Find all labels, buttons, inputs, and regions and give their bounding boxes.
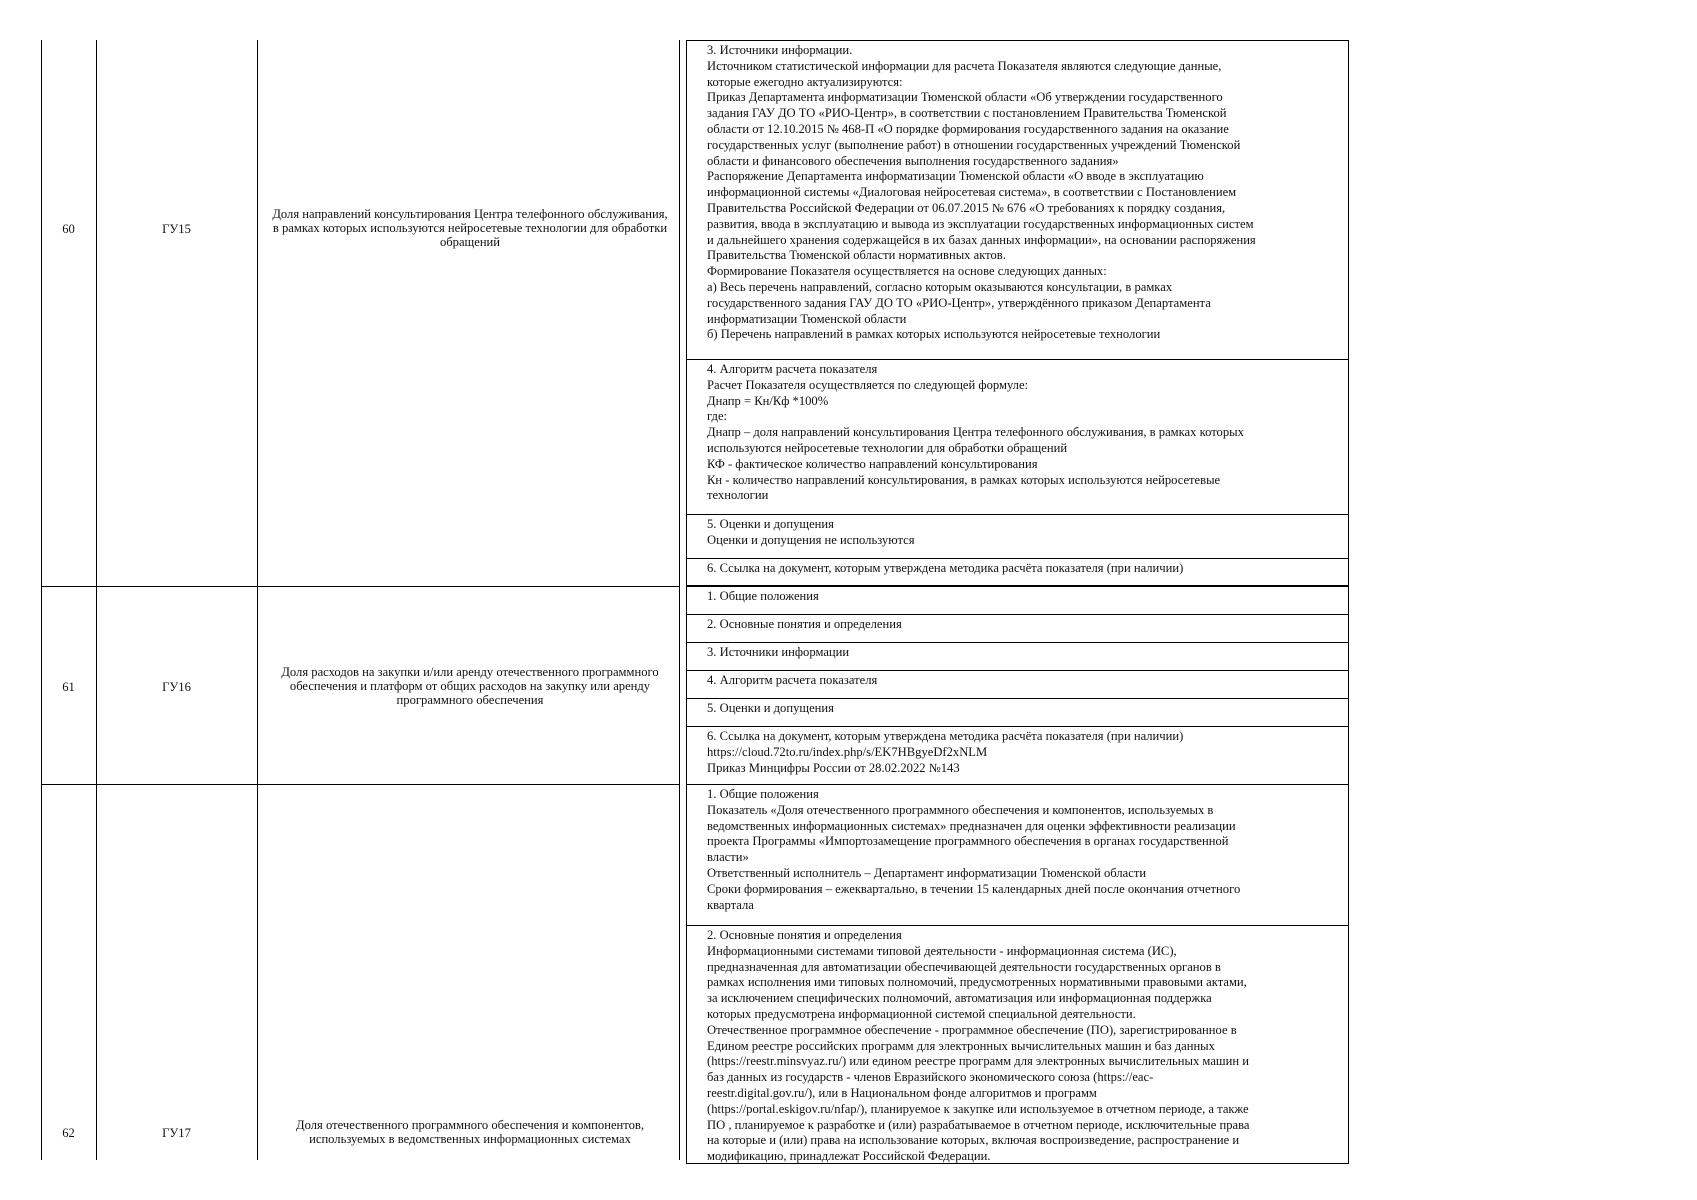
row-divider-61-62 xyxy=(41,784,679,785)
indicator-name: Доля отечественного программного обеспечения и компонентов, используемых в ведомственных информационных системах xyxy=(296,1118,644,1146)
row-code: ГУ16 xyxy=(162,680,191,694)
row-number: 62 xyxy=(62,1126,75,1140)
document-url-link[interactable]: https://cloud.72to.ru/index.php/s/EK7HBgyeDf2xNLM xyxy=(707,744,988,759)
section-algorithm: 4. Алгоритм расчета показателя xyxy=(686,670,1349,699)
section-general: 1. Общие положения xyxy=(686,586,1349,615)
column-divider-code xyxy=(257,40,258,1160)
section-document-link: 6. Ссылка на документ, которым утверждена методика расчёта показателя (при наличии) https://cloud.72to.ru/index.php/s/EK7HBgyeDf2xNLM Приказ Минцифры России от 28.02.2022 №143 xyxy=(686,726,1349,785)
section-general: 1. Общие положения Показатель «Доля отечественного программного обеспечения и компонентов, используемых в ведомственных информационных системах» предназначен для оценки эффективности реализации проекта Программы «Импортозамещение программного обеспечения в органах государственной власти» Ответственный исполнитель – Департамент информатизации Тюменской области Сроки формирования – ежеквартально, в течении 15 календарных дней после окончания отчетного квартала xyxy=(686,784,1349,926)
section-definitions: 2. Основные понятия и определения Информационными системами типовой деятельности - информационная система (ИС), предназначенная для автоматизации обеспечивающей деятельности государственных органов в рамках исполнения ими типовых полномочий, предусмотренных нормативными правовыми актами, за исключением специфических полномочий, автоматизация или информационная поддержка которых предусмотрена информационной системой специальной деятельности. Отечественное программное обеспечение - программное обеспечение (ПО), зарегистрированное в Едином реестре российских программ для электронных вычислительных машин и баз данных (https://reestr.minsvyaz.ru/) или едином реестре программ для электронных вычислительных машин и баз данных из государств - членов Евразийского экономического союза (https://eac- reestr.digital.gov.ru/), или в Национальном фонде алгоритмов и программ (https://portal.eskigov.ru/nfap/), планируемое к закупке или используемое в отчетном периоде, а также ПО , планируемое к разработке и (или) разрабатываемое в отчетном периоде, исключительные права на которые и (или) права на использование которых, включая воспроизведение, распространение и модификацию, принадлежат Российской Федерации. xyxy=(686,925,1349,1164)
row-code: ГУ17 xyxy=(162,1126,191,1140)
table-left-border xyxy=(41,40,42,1160)
row-code: ГУ15 xyxy=(162,222,191,236)
section-assumptions: 5. Оценки и допущения Оценки и допущения не используются xyxy=(686,514,1349,559)
row-number: 60 xyxy=(62,222,75,236)
indicator-name: Доля направлений консультирования Центра телефонного обслуживания, в рамках которых используются нейросетевые технологии для обработки обращений xyxy=(272,207,668,249)
row-divider-60-61 xyxy=(41,586,679,587)
row-number: 61 xyxy=(62,680,75,694)
section-document-link: 6. Ссылка на документ, которым утверждена методика расчёта показателя (при наличии) xyxy=(686,558,1349,586)
section-definitions: 2. Основные понятия и определения xyxy=(686,614,1349,643)
indicator-name: Доля расходов на закупки и/или аренду отечественного программного обеспечения и платформ от общих расходов на закупку или аренду программного обеспечения xyxy=(281,665,659,707)
section-assumptions: 5. Оценки и допущения xyxy=(686,698,1349,727)
column-divider-num xyxy=(96,40,97,1160)
section-sources: 3. Источники информации xyxy=(686,642,1349,671)
section-sources: 3. Источники информации. Источником статистической информации для расчета Показателя являются следующие данные, которые ежегодно актуализируются: Приказ Департамента информатизации Тюменской области «Об утверждении государственного задания ГАУ ДО ТО «РИО-Центр», в соответствии с постановлением Правительства Тюменской области от 12.10.2015 № 468-П «О порядке формирования государственного задания на оказание государственных услуг (выполнение работ) в отношении государственных учреждений Тюменской области и финансового обеспечения выполнения государственного задания» Распоряжение Департамента информатизации Тюменской области «О вводе в эксплуатацию информационной системы «Диалоговая нейросетевая система», в соответствии с Постановлением Правительства Российской Федерации от 06.07.2015 № 676 «О требованиях к порядку создания, развития, ввода в эксплуатацию и вывода из эксплуатации государственных информационных систем и дальнейшего хранения содержащейся в их базах данных информации», на основании распоряжения Правительства Тюменской области нормативных актов. Формирование Показателя осуществляется на основе следующих данных: а) Весь перечень направлений, согласно которым оказываются консультации, в рамках государственного задания ГАУ ДО ТО «РИО-Центр», утверждённого приказом Департамента информатизации Тюменской области б) Перечень направлений в рамках которых используются нейросетевые технологии xyxy=(686,40,1349,360)
column-divider-name xyxy=(679,40,680,1160)
section-algorithm: 4. Алгоритм расчета показателя Расчет Показателя осуществляется по следующей формуле: Днапр = Кн/Кф *100% где: Днапр – доля направлений консультирования Центра телефонного обслуживания, в рамках которых используются нейросетевые технологии для обработки обращений КФ - фактическое количество направлений консультирования Кн - количество направлений консультирования, в рамках которых используются нейросетевые технологии xyxy=(686,359,1349,515)
